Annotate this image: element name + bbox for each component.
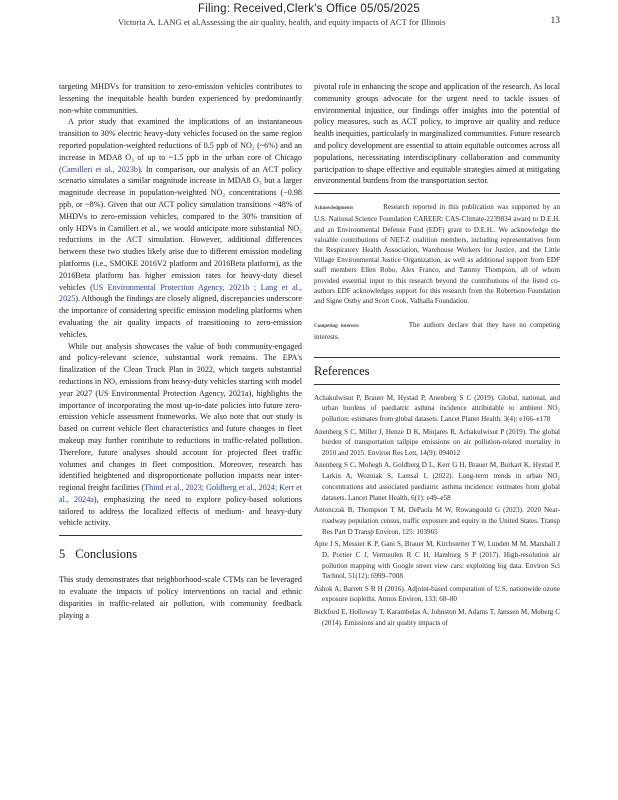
reference-item: Achakulwisut P, Brauer M, Hystad P, Anenberg S C (2019). Global, national, and urban burdens of paediatric asthma incidence attributable to ambient NO₂ pollution: estimates from global datasets. Lancet Planet Health, 3(4): e166–e178: [314, 393, 560, 424]
section-heading-conclusions: [59, 547, 302, 562]
section-number: 5: [59, 547, 66, 562]
section-divider: [314, 193, 560, 194]
right-column: [314, 81, 560, 630]
paragraph-text: ). In comparison, our analysis of an ACT policy scenario simulates a similar magnitude increase in MDA8 O₃ but a larger magnitude decrease in population-weighted NO₂ concentrations (−0.98 ppb, or ~8%). Given that our ACT policy simulation transitions ~48% of MHDVs to zero-emission vehicles, compared to the 30% transition of only HDVs in Camilleri et al., we would anticipate more substantial NO₂ reductions in the ACT simulation. However, additional differences between these two studies likely arise due to different emission modeling platforms (i.e., SMOKE 2016V2 platform and 2016Beta platform), as the 2016Beta platform has higher emission rates for heavy-duty diesel vehicles (: [59, 164, 302, 292]
acknowledgments-block: [314, 202, 560, 306]
reference-item: Anenberg S C, Mohegh A, Goldberg D L, Kerr G H, Brauer M, Burkart K, Hystad P, Larkin A, Wozniak S, Lamsal L (2022). Long-term trends in urban NO₂ concentrations and associated paediatric asthma incidence: estimates from global datasets. Lancet Planet Health, 6(1): e49–e58: [314, 461, 560, 502]
section-divider: [59, 535, 302, 536]
page-number: 13: [550, 16, 560, 26]
reference-item: Apte J S, Messier K P, Gani S, Brauer M, Kirchstetter T W, Lunden M M, Marshall J D, Portier C J, Vermeulen R C H, Hamburg S P (2017). High-resolution air pollution mapping with Google street view cars: exploiting big data. Environ Sci Technol, 51(12): 6999–7008: [314, 539, 560, 581]
reference-item: Antonczak B, Thompson T M, DePaola M W, Rowangould G (2023). 2020 Near-roadway population census, traffic exposure and equity in the United States. Transp Res Part D Transp Environ, 125: 103965: [314, 506, 560, 536]
paragraph-text: While our analysis showcases the value of both community-engaged and policy-relevant science, substantial work remains. The EPA's finalization of the Clean Truck Plan in 2022, which targets substantial reductions in NOₓ emissions from heavy-duty vehicles starting with model year 2027 (US Environmental Protection Agency, 2021a), highlights the importance of incorporating the most up-to-date policies into future zero-emission vehicle assessment frameworks. We also note that our study is based on current vehicle fleet characteristics and future changes in fleet makeup may further contribute to reductions in traffic-related pollution. Therefore, future analyses should account for projected fleet traffic volumes and changes in fleet composition. Moreover, research has identified heightened and disproportionate pollution impacts near inter-regional freight facilities (: [59, 341, 302, 493]
running-head: Victoria A. LANG et al.Assessing the air quality, health, and equity impacts of ACT for Illinois: [118, 17, 446, 27]
paragraph-prior-study: [59, 116, 302, 340]
acknowledgments-text: Research reported in this publication was supported by an U.S. National Science Foundation CAREER: CAS-Climate-2239834 award to D.E.H. and an Environmental Defense Fund (EDF) grant to D.E.H.. We acknowledge the valuable contributions of NET-Z coalition members, including representatives from the Respiratory Health Association, Warehouse Workers for Justice, and the Little Village Environmental Justice Organization, as well as additional support from EDF staff members Ellen Robo, Alex Franco, and Tammy Thompson, all of whom provided essential input to this research beyond the contributions of the listed co-authors EDF acknowledges support for this research from the Robertson Foundation and Signe Ostby and Scott Cook, Valhalla Foundation.: [314, 203, 560, 305]
paragraph-intro-continuation: targeting MHDVs for transition to zero-emission vehicles contributes to lessening the inequitable health burden experienced by predominantly non-white communities.: [59, 82, 302, 115]
paragraph-limitations: [59, 341, 302, 530]
competing-interests-block: [314, 320, 560, 342]
paragraph-text: ), emphasizing the need to explore policy-based solutions tailored to address the localized effects of medium- and heavy-duty vehicle activity.: [59, 494, 302, 528]
section-title: Conclusions: [75, 547, 138, 562]
acknowledgments-label: Acknowledgments: [314, 206, 354, 212]
competing-interests-label: Competing interests: [314, 324, 359, 330]
citation-link[interactable]: US Environmental Protection Agency, 2021b ; Lang et al., 2025: [59, 282, 302, 304]
references-list: [314, 393, 560, 629]
reference-item: Ashok A, Barrett S R H (2016). Adjoint-based computation of U.S. nationwide ozone exposure isopleths. Atmos Environ, 133: 68–80: [314, 584, 560, 604]
paragraph-text: ). Although the findings are closely aligned, discrepancies underscore the importance of considering specific emission modeling platforms when evaluating the air quality impacts of transitioning to zero-emission vehicles.: [59, 294, 302, 339]
left-column: [59, 81, 302, 621]
citation-link[interactable]: Camilleri et al., 2023b: [61, 164, 138, 174]
paragraph-text: A prior study that examined the implications of an instantaneous transition to 30% electric heavy-duty vehicles focused on the same region reported population-weighted reductions of 0.5 ppb of NO₂ (~6%) and an increase in MDA8 O₃ of up to ~1.5 ppb in the urban core of Chicago (: [59, 117, 302, 174]
reference-item: Anenberg S C, Miller J, Henze D K, Minjares R, Achakulwisut P (2019). The global burden of transportation tailpipe emissions on air pollution-related mortality in 2010 and 2015. Environ Res Lett, 14(9): 094012: [314, 427, 560, 458]
paragraph-conclusions-continuation: pivotal role in enhancing the scope and application of the research. As local community groups advocate for the urgent need to tackle issues of environmental injustice, our findings offer insights into the potential of policy measures, such as ACT policy, to improve air quality and reduce health inequities, particularly in marginalized communities. Future research and policy development are essential to attain equitable outcomes across all populations, necessitating interdisciplinary collaboration and community participation to shape effective and equitable strategies aimed at mitigating environmental burdens from the transportation sector.: [314, 82, 561, 186]
citation-link[interactable]: Thind et al., 2023; Goldberg et al., 2024; Kerr et al., 2024a: [59, 483, 302, 504]
references-heading: References: [314, 357, 560, 385]
reference-item: Bickford E, Holloway T, Karambelas A, Johnston M, Adams T, Janssen M, Moberg C (2014). Emissions and air quality impacts of: [314, 607, 560, 627]
paragraph-conclusions: This study demonstrates that neighborhood-scale CTMs can be leveraged to evaluate the impacts of policy interventions on racial and ethnic disparities in traffic-related air pollution, with community feedback playing a: [59, 575, 302, 620]
filing-stamp-header: Filing: Received,Clerk's Office 05/05/2025: [198, 3, 420, 15]
competing-interests-text: The authors declare that they have no competing interests.: [314, 321, 560, 342]
